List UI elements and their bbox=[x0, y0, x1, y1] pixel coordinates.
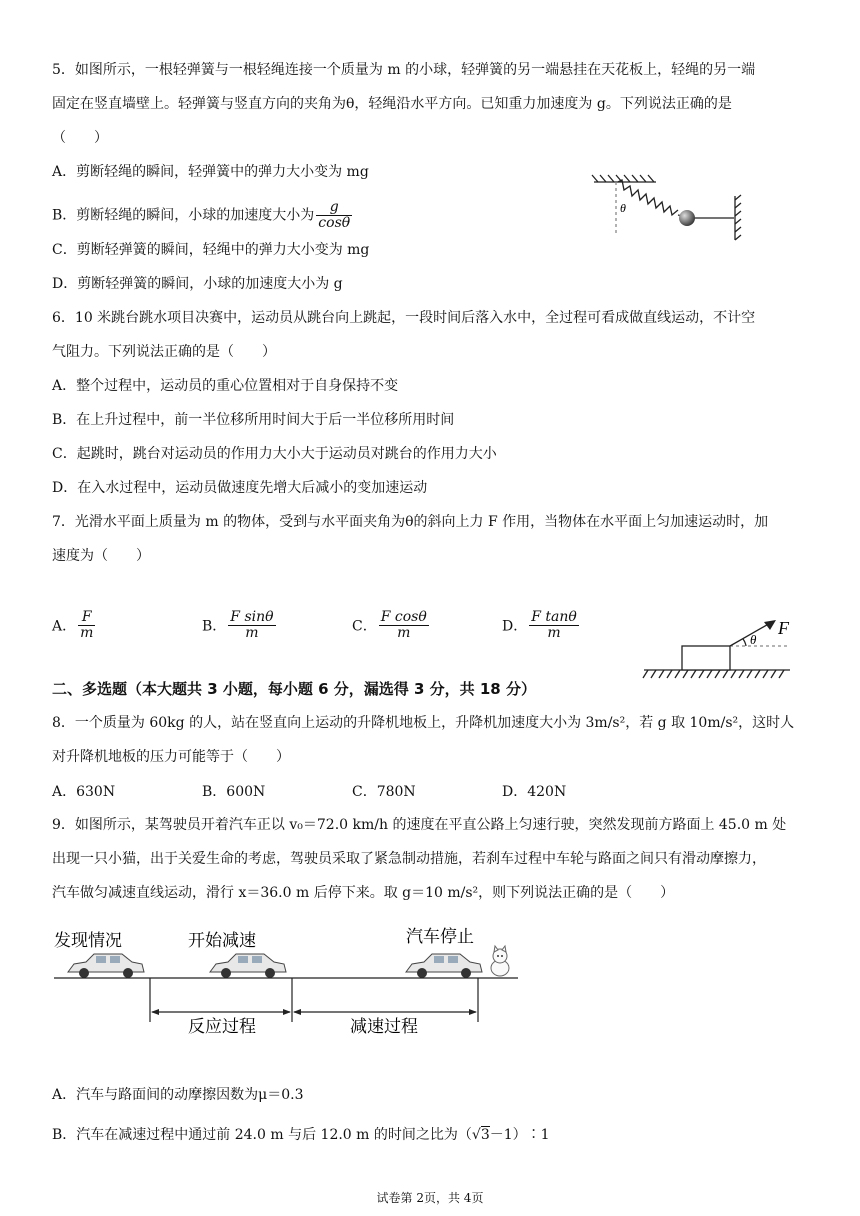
q7-option-b-fraction bbox=[228, 610, 275, 641]
spring-icon bbox=[618, 180, 678, 215]
q5-option-d: D．剪断轻弹簧的瞬间，小球的加速度大小为 g bbox=[52, 276, 343, 292]
wall-hatch bbox=[735, 195, 741, 240]
q7-option-d-denominator: m bbox=[547, 625, 561, 641]
q7-option-c-label: C． bbox=[352, 618, 377, 635]
q6-option-d: D．在入水过程中，运动员做速度先增大后减小的变加速运动 bbox=[52, 480, 428, 496]
q5-option-c: C．剪断轻弹簧的瞬间，轻绳中的弹力大小变为 mg bbox=[52, 242, 370, 258]
angle-arc bbox=[743, 639, 746, 646]
q8-option-d: D．420N bbox=[502, 784, 567, 800]
q7-option-c-denominator: m bbox=[397, 625, 411, 641]
q5-option-a: A．剪断轻绳的瞬间，轻弹簧中的弹力大小变为 mg bbox=[52, 164, 369, 180]
label-discover-situation: 发现情况 bbox=[54, 931, 122, 951]
q7-option-b-numerator: F sinθ bbox=[230, 609, 274, 625]
q9-option-a: A．汽车与路面间的动摩擦因数为μ＝0.3 bbox=[52, 1087, 304, 1103]
car-icon bbox=[406, 954, 482, 978]
q5-option-b-fraction bbox=[316, 200, 352, 231]
q7-option-d-label: D． bbox=[502, 618, 528, 635]
q8-option-c: C．780N bbox=[352, 784, 416, 800]
q7-stem-line1: 7．光滑水平面上质量为 m 的物体，受到与水平面夹角为θ的斜向上力 F 作用，当物体在水平面上匀加速运动时，加 bbox=[52, 514, 769, 530]
q6-stem-line1: 6．10 米跳台跳水项目决赛中，运动员从跳台向上跳起，一段时间后落入水中，全过程可看成做直线运动，不计空 bbox=[52, 310, 756, 326]
q8-option-b: B．600N bbox=[202, 784, 266, 800]
q7-block-force-figure bbox=[640, 612, 810, 682]
sqrt-symbol: √ bbox=[471, 1127, 481, 1143]
q9-stem-line1: 9．如图所示，某驾驶员开着汽车正以 v₀＝72.0 km/h 的速度在平直公路上匀速行驶，突然发现前方路面上 45.0 m 处 bbox=[52, 817, 787, 833]
q5-option-b bbox=[52, 200, 354, 231]
q6-option-a: A．整个过程中，运动员的重心位置相对于自身保持不变 bbox=[52, 378, 399, 394]
q9-option-b bbox=[52, 1125, 550, 1145]
q7-option-a-denominator: m bbox=[80, 625, 94, 641]
q7-option-b bbox=[202, 610, 278, 641]
q5-option-b-numerator: g bbox=[316, 200, 352, 216]
q7-option-a bbox=[52, 610, 97, 641]
q7-figure-F: F bbox=[778, 618, 789, 638]
q7-option-c-numerator: F cosθ bbox=[380, 609, 427, 625]
q7-option-a-numerator: F bbox=[78, 610, 95, 626]
q7-option-c-fraction bbox=[379, 610, 429, 641]
label-reaction-process: 反应过程 bbox=[188, 1017, 256, 1036]
q7-option-d-fraction bbox=[529, 610, 579, 641]
section-heading-multiple-choice: 二、多选题（本大题共 3 小题，每小题 6 分，漏选得 3 分，共 18 分） bbox=[52, 680, 536, 698]
q8-stem-line2: 对升降机地板的压力可能等于（ ） bbox=[52, 749, 290, 765]
q7-option-c bbox=[352, 610, 431, 641]
car-icon bbox=[210, 954, 286, 978]
block bbox=[682, 646, 730, 670]
label-braking-process: 减速过程 bbox=[350, 1017, 418, 1036]
q9-option-b-text: B．汽车在减速过程中通过前 24.0 m 与后 12.0 m 的时间之比为（ bbox=[52, 1127, 472, 1143]
ground-hatch bbox=[643, 670, 784, 678]
q9-stem-line2: 出现一只小猫，出于关爱生命的考虑，驾驶员采取了紧急制动措施，若刹车过程中车轮与路面之间只有滑动摩擦力， bbox=[52, 851, 766, 867]
q5-option-b-denominator: cosθ bbox=[318, 215, 351, 231]
q7-option-a-fraction bbox=[78, 610, 95, 641]
q9-option-b-suffix: －1）∶1 bbox=[489, 1127, 550, 1143]
q7-option-b-denominator: m bbox=[245, 625, 259, 641]
label-car-stop: 汽车停止 bbox=[406, 927, 474, 947]
page-footer: 试卷第 2页，共 4页 bbox=[376, 1191, 484, 1205]
q7-option-a-label: A． bbox=[52, 618, 77, 635]
q5-stem-line1: 5．如图所示，一根轻弹簧与一根轻绳连接一个质量为 m 的小球，轻弹簧的另一端悬挂在天花板上，轻绳的另一端 bbox=[52, 62, 756, 78]
q6-option-b: B．在上升过程中，前一半位移所用时间大于后一半位移所用时间 bbox=[52, 412, 455, 428]
q7-option-d bbox=[502, 610, 581, 641]
q7-stem-line2: 速度为（ ） bbox=[52, 548, 150, 564]
ball-icon bbox=[679, 210, 695, 226]
q5-option-b-text: B．剪断轻绳的瞬间，小球的加速度大小为 bbox=[52, 207, 315, 224]
q7-option-d-numerator: F tanθ bbox=[531, 609, 577, 625]
q7-option-b-label: B． bbox=[202, 618, 227, 635]
q6-option-c: C．起跳时，跳台对运动员的作用力大小大于运动员对跳台的作用力大小 bbox=[52, 446, 497, 462]
cat-icon bbox=[491, 946, 509, 976]
q5-stem-line2: 固定在竖直墙壁上。轻弹簧与竖直方向的夹角为θ，轻绳沿水平方向。已知重力加速度为 g。下列说法正确的是 bbox=[52, 96, 732, 112]
q9-stem-line3: 汽车做匀减速直线运动，滑行 x＝36.0 m 后停下来。取 g＝10 m/s²，则下列说法正确的是（ ） bbox=[52, 885, 675, 901]
q5-figure-theta: θ bbox=[620, 201, 626, 215]
q8-option-a: A．630N bbox=[52, 784, 116, 800]
q5-spring-ball-figure bbox=[588, 168, 763, 248]
q9-option-b-radicand: 3 bbox=[480, 1127, 490, 1143]
q8-stem-line1: 8．一个质量为 60kg 的人，站在竖直向上运动的升降机地板上，升降机加速度大小为 3m/s²，若 g 取 10m/s²，这时人 bbox=[52, 715, 795, 731]
q6-stem-line2: 气阻力。下列说法正确的是（ ） bbox=[52, 344, 276, 360]
label-start-braking: 开始减速 bbox=[188, 931, 256, 951]
q5-answer-paren: （ ） bbox=[52, 130, 108, 146]
q9-braking-figure bbox=[40, 922, 530, 1044]
ceiling-hatch bbox=[592, 175, 654, 182]
q7-figure-theta: θ bbox=[750, 632, 757, 647]
car-icon bbox=[68, 954, 144, 978]
